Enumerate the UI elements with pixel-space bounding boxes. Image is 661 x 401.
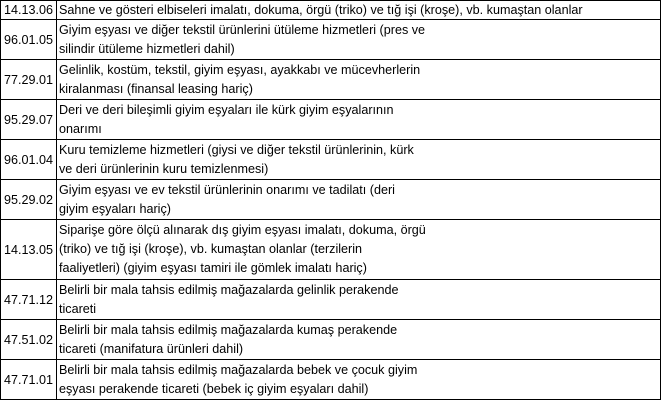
description-line: (triko) ve tığ işi (kroşe), vb. kumaştan olanlar (terzilerin <box>59 242 363 256</box>
table-row <box>0 320 661 360</box>
description-line: faaliyetleri) (giyim eşyası tamiri ile gömlek imalatı hariç) <box>59 261 367 275</box>
table-row <box>0 100 661 140</box>
activity-description <box>57 180 661 219</box>
description-line: giyim eşyaları hariç) <box>59 201 171 216</box>
description-line: Belirli bir mala tahsis edilmiş mağazalarda bebek ve çocuk giyim <box>59 362 418 377</box>
description-line: ve deri ürünlerinin kuru temizlenmesi) <box>59 161 269 176</box>
activity-description <box>57 140 661 179</box>
description-line: Kuru temizleme hizmetleri (giysi ve diğer tekstil ürünlerinin, kürk <box>59 142 414 157</box>
table-row <box>0 20 661 60</box>
description-line: Siparişe göre ölçü alınarak dış giyim eşyası imalatı, dokuma, örgü <box>59 223 426 237</box>
description-line: onarımı <box>59 121 102 136</box>
description-line: Giyim eşyası ve diğer tekstil ürünlerini ütüleme hizmetleri (pres ve <box>59 22 426 37</box>
activity-code: 47.51.02 <box>0 320 57 359</box>
table-row <box>0 1 661 20</box>
activity-description <box>57 220 661 279</box>
description-line: Deri ve deri bileşimli giyim eşyaları ile kürk giyim eşyalarının <box>59 102 394 117</box>
activity-description <box>57 1 661 19</box>
description-line: silindir ütüleme hizmetleri dahil) <box>59 41 235 56</box>
table-row <box>0 280 661 320</box>
activity-code: 47.71.12 <box>0 280 57 319</box>
description-line: Sahne ve gösteri elbiseleri imalatı, dokuma, örgü (triko) ve tığ işi (kroşe), vb. kumaştan olanlar <box>59 2 583 17</box>
description-line: Giyim eşyası ve ev tekstil ürünlerinin onarımı ve tadilatı (deri <box>59 182 395 197</box>
activity-description <box>57 360 661 399</box>
activity-code: 96.01.04 <box>0 140 57 179</box>
activity-code: 14.13.05 <box>0 220 57 279</box>
description-line: Belirli bir mala tahsis edilmiş mağazalarda kumaş perakende <box>59 322 398 337</box>
activity-code: 95.29.07 <box>0 100 57 139</box>
activity-description <box>57 280 661 319</box>
activity-code: 96.01.05 <box>0 20 57 59</box>
description-line: eşyası perakende ticareti (bebek iç giyim eşyaları dahil) <box>59 381 369 396</box>
table-row <box>0 60 661 100</box>
table-row <box>0 140 661 180</box>
activity-code: 14.13.06 <box>0 1 57 19</box>
activity-code: 95.29.02 <box>0 180 57 219</box>
description-line: Gelinlik, kostüm, tekstil, giyim eşyası, ayakkabı ve mücevherlerin <box>59 62 421 77</box>
activity-description <box>57 320 661 359</box>
activity-code: 77.29.01 <box>0 60 57 99</box>
table-row <box>0 220 661 280</box>
description-line: Belirli bir mala tahsis edilmiş mağazalarda gelinlik perakende <box>59 282 399 297</box>
description-line: kiralanması (finansal leasing hariç) <box>59 81 253 96</box>
activity-description <box>57 20 661 59</box>
activity-description <box>57 100 661 139</box>
table-row <box>0 360 661 400</box>
description-line: ticareti <box>59 301 97 316</box>
activity-code: 47.71.01 <box>0 360 57 399</box>
description-line: ticareti (manifatura ürünleri dahil) <box>59 341 244 356</box>
table-row <box>0 180 661 220</box>
activity-description <box>57 60 661 99</box>
